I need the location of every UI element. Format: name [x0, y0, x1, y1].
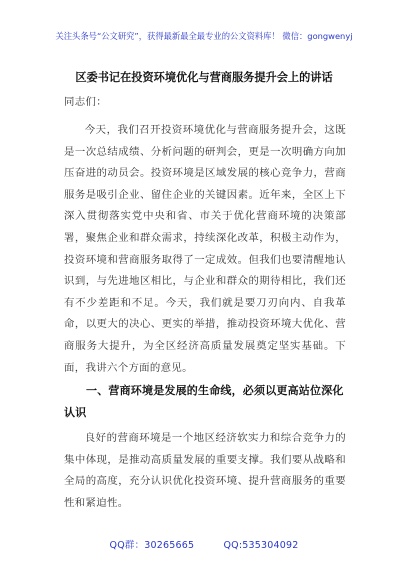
paragraph-section-1: 良好的营商环境是一个地区经济软实力和综合竞争力的集中体现，是推动高质量发展的重要支撑。我们要从战略和全局的高度，充分认识优化投资环境、提升营商服务的重要性和紧迫性。	[64, 432, 346, 509]
footer-contact	[0, 537, 408, 551]
document-title: 区委书记在投资环境优化与营商服务提升会上的讲话	[75, 70, 333, 84]
section-heading-1: 一、营商环境是发展的生命线，必须以更高站位深化认识	[64, 384, 344, 419]
qq-number-text: QQ:535304092	[223, 540, 299, 551]
paragraph-intro: 今天，我们召开投资环境优化与营商服务提升会，这既是一次总结成绩、分析问题的研判会，更是一次明确方向加压奋进的动员会。投资环境是区域发展的核心竞争力，营商服务是吸引企业、留住企业的关键因素。近年来，全区上下深入贯彻落实党中央和省、市关于优化营商环境的决策部署，聚焦企业和群众需求，持续深化改革，积极主动作为，投资环境和营商服务取得了一定成效。但我们也要清醒地认识到，与先进地区相比，与企业和群众的期待相比，我们还有不少差距和不足。今天，我们就是要刀刃向内、自我革命，以更大的决心、更实的举措，推动投资环境大优化、营商服务大提升，为全区经济高质量发展奠定坚实基础。下面，我讲六个方面的意见。	[64, 124, 346, 374]
header-notice: 关注头条号“公文研究”，获得最新最全最专业的公文资料库！ 微信：gongwenyj	[55, 31, 353, 41]
qq-group-text: QQ群：30265665	[109, 540, 195, 551]
salutation: 同志们：	[64, 96, 107, 108]
